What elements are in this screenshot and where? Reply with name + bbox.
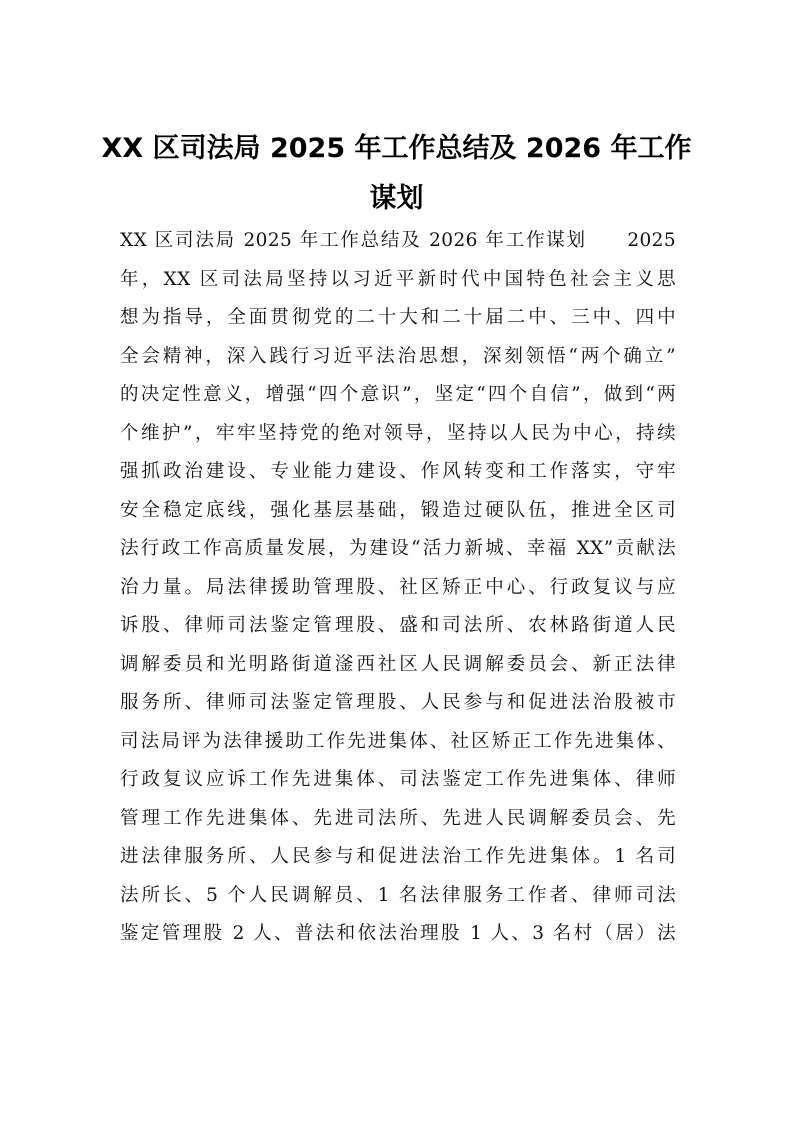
body-line: 年，XX 区司法局坚持以习近平新时代中国特色社会主义思 [120,268,676,290]
body-line: 全会精神，深入践行习近平法治思想，深刻领悟“两个确立” [120,345,676,367]
body-line: 个维护”，牢牢坚持党的绝对领导，坚持以人民为中心，持续 [120,422,676,444]
document-title: XX 区司法局 2025 年工作总结及 2026 年工作谋划 [101,133,692,214]
body-line: XX 区司法局 2025 年工作总结及 2026 年工作谋划 2025 [120,230,676,251]
body-line: 管理工作先进集体、先进司法所、先进人民调解委员会、先 [120,807,676,829]
body-line: 进法律服务所、人民参与和促进法治工作先进集体。1 名司 [120,846,676,867]
body-line: 服务所、律师司法鉴定管理股、人民参与和促进法治股被市 [120,692,676,713]
body-line: 安全稳定底线，强化基层基础，锻造过硬队伍，推进全区司 [120,499,676,521]
body-line: 鉴定管理股 2 人、普法和依法治理股 1 人、3 名村（居）法 [120,923,676,944]
body-line: 治力量。局法律援助管理股、社区矫正中心、行政复议与应 [120,576,676,598]
body-line: 法行政工作高质量发展，为建设“活力新城、幸福 XX”贡献法 [120,538,676,559]
body-line: 司法局评为法律援助工作先进集体、社区矫正工作先进集体、 [120,730,676,752]
body-line: 行政复议应诉工作先进集体、司法鉴定工作先进集体、律师 [120,769,676,790]
body-line: 想为指导，全面贯彻党的二十大和二十届二中、三中、四中 [120,307,676,328]
body-line: 的决定性意义，增强“四个意识”，坚定“四个自信”，做到“两 [120,384,676,405]
body-line: 诉股、律师司法鉴定管理股、盛和司法所、农林路街道人民 [120,615,676,636]
body-line: 法所长、5 个人民调解员、1 名法律服务工作者、律师司法 [120,884,676,906]
body-line: 调解委员和光明路街道滏西社区人民调解委员会、新正法律 [120,653,676,675]
document-body [120,222,676,954]
body-line: 强抓政治建设、专业能力建设、作风转变和工作落实，守牢 [120,461,676,482]
